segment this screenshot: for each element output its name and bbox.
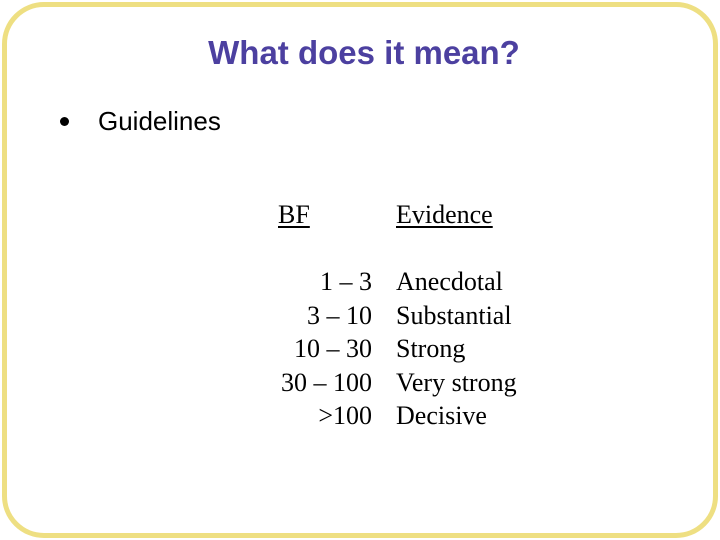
evidence-cell: Substantial [396,300,512,330]
bf-range-cell: 10 – 30 [294,334,372,364]
bf-range-cell: 3 – 10 [307,300,372,330]
bullet-label: Guidelines [98,106,221,136]
bullet-dot-icon [60,117,69,126]
evidence-column [396,265,517,433]
slide-title: What does it mean? [208,34,520,71]
bf-range-column [240,265,372,433]
header-evidence: Evidence [396,200,493,229]
header-bf: BF [278,200,310,229]
evidence-cell: Decisive [396,401,487,431]
bf-range-cell: >100 [318,401,372,431]
bf-range-cell: 1 – 3 [320,267,372,296]
evidence-cell: Anecdotal [396,267,503,296]
evidence-cell: Strong [396,334,466,364]
bf-range-cell: 30 – 100 [281,367,372,397]
evidence-cell: Very strong [396,367,517,397]
